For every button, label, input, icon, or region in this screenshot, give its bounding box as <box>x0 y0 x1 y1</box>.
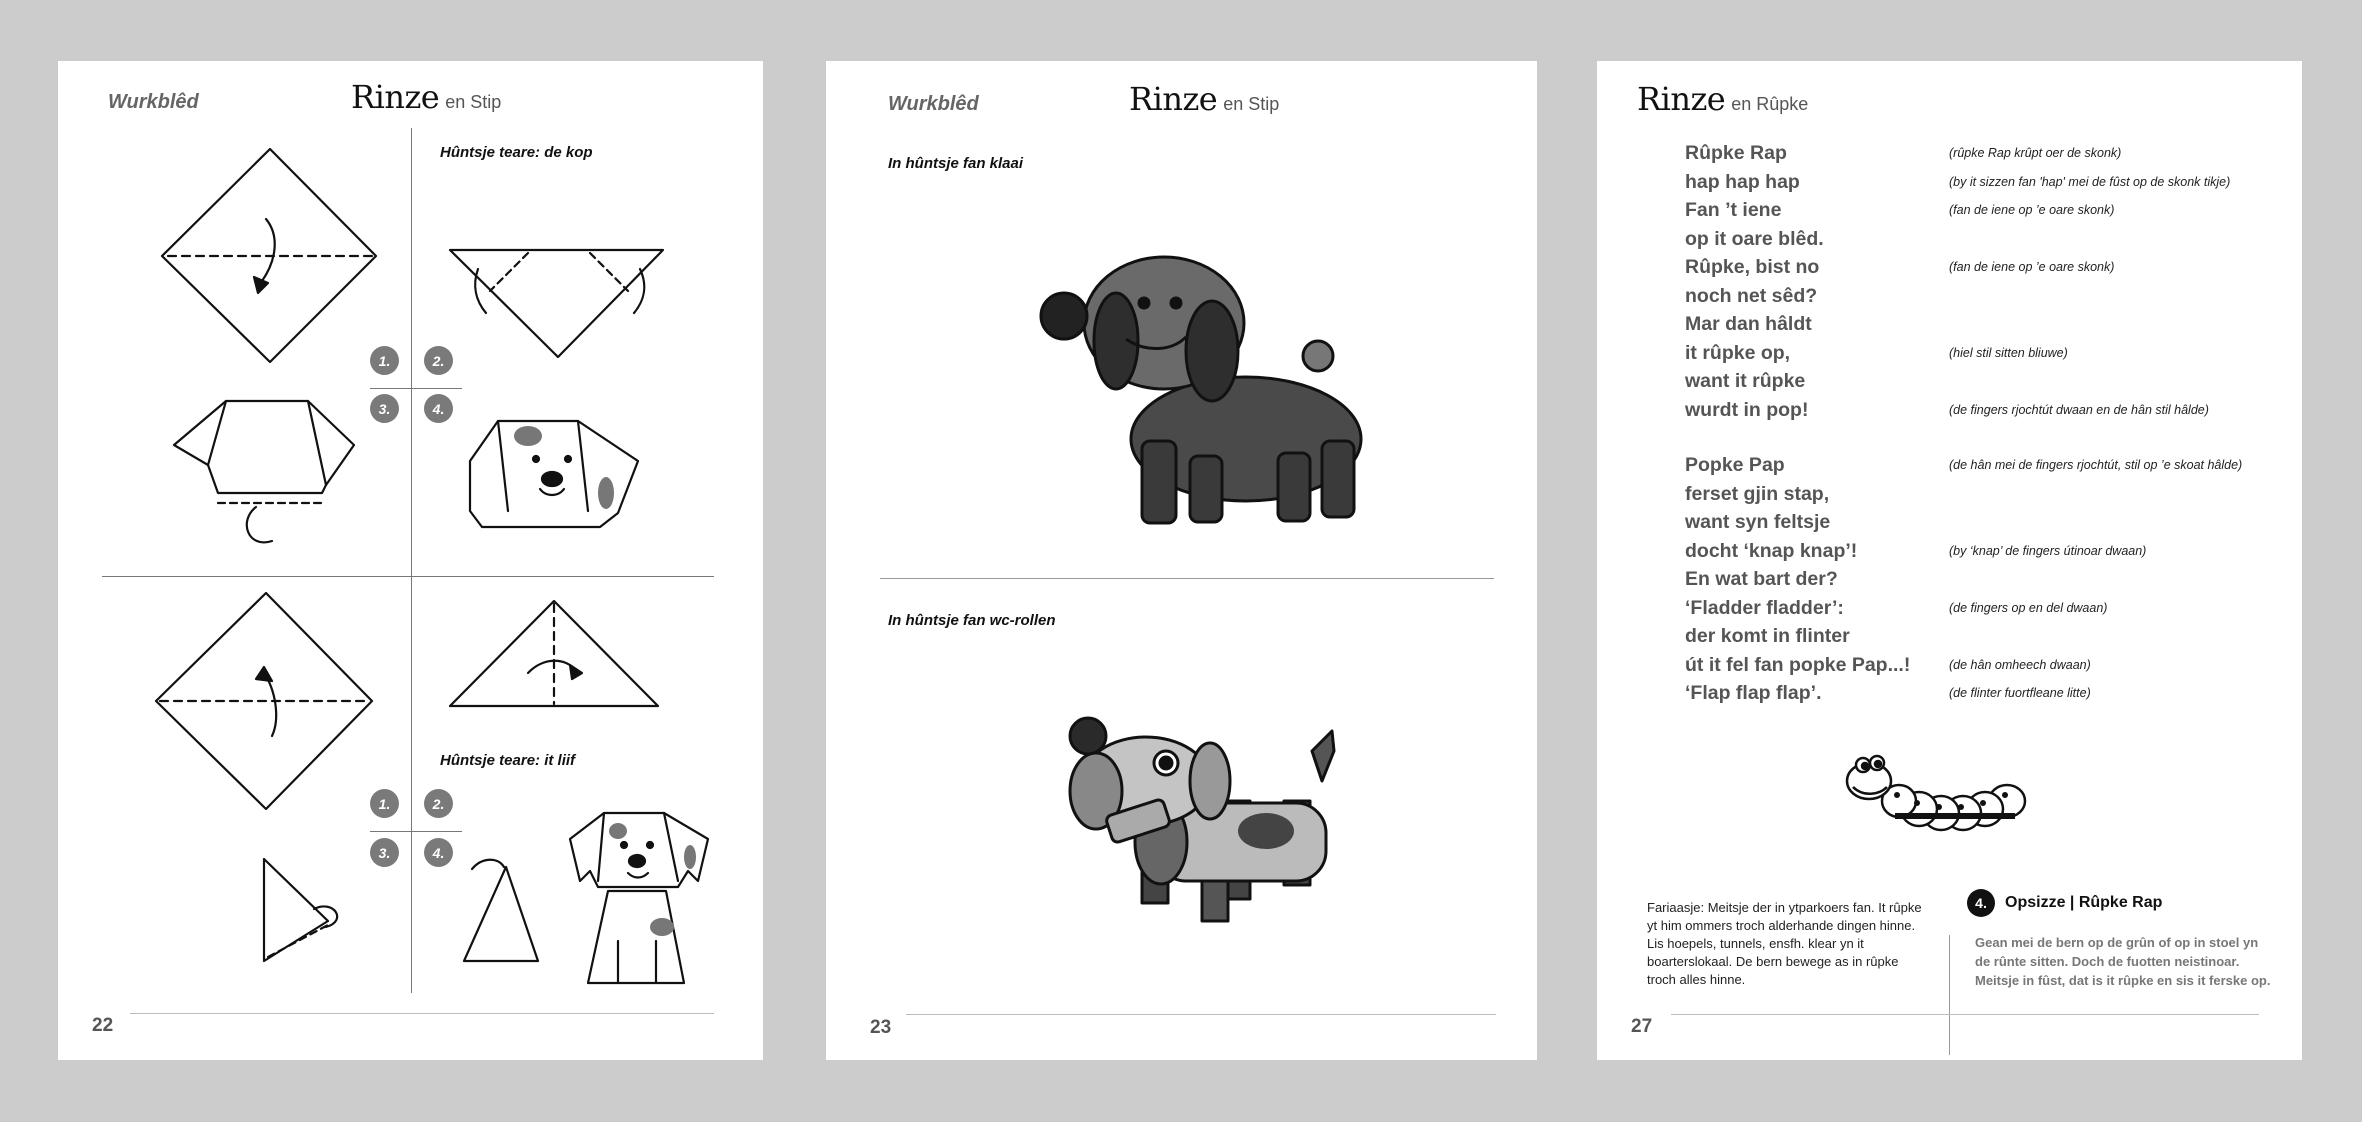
fold-step-triangle-body <box>450 601 658 706</box>
stage-direction: (fan de iene op ’e oare skonk) <box>1949 260 2115 274</box>
step-badge-2: 2. <box>424 789 453 818</box>
fold-step-small-triangle <box>264 859 337 961</box>
column-divider <box>1949 935 1950 1055</box>
activity-heading <box>1967 889 2162 917</box>
step-badge-4: 4. <box>424 838 453 867</box>
toilet-roll-dog-illustration <box>826 61 1537 1060</box>
poem-line: ‘Flap flap flap’. <box>1685 682 1822 704</box>
worksheet-page-22 <box>58 61 763 1060</box>
curved-arrow-icon <box>264 673 276 736</box>
section-heading-head: Hûntsje teare: de kop <box>440 144 593 161</box>
logo-text: Rinze <box>351 78 440 116</box>
logo-text: Rinze <box>1129 80 1218 118</box>
poem-line: want syn feltsje <box>1685 511 1831 533</box>
stage-direction: (fan de iene op ’e oare skonk) <box>1949 203 2115 217</box>
activity-instructions: Gean mei de bern op de grûn of op in stoel yn de rûnte sitten. Doch de fuotten neistinoar. Meitsje in fûst, dat is it rûpke en sis it ferske op. <box>1975 935 2271 988</box>
poem-line: ‘Fladder fladder’: <box>1685 596 1844 619</box>
poem-line: Rûpke Rap <box>1685 142 1787 164</box>
poem-line: der komt in flinter <box>1685 625 1850 647</box>
fold-step-ears-head <box>174 401 354 542</box>
step-badge-3: 3. <box>370 394 399 423</box>
poem-line: Mar dan hâldt <box>1685 313 1812 335</box>
stage-direction: (de hân mei de fingers rjochtút, stil op ’e skoat hâlde) <box>1949 458 2243 472</box>
activity-title: Opsizze | Rûpke Rap <box>2005 894 2163 911</box>
logo-subtitle: en Rûpke <box>1731 94 1809 114</box>
curved-arrow-icon <box>247 507 272 542</box>
activity-number-badge: 4. <box>1967 889 1995 917</box>
fold-step-diamond-body <box>156 593 372 809</box>
poem-line: ferset gjin stap, <box>1685 482 1830 505</box>
stage-direction: (by ‘knap’ de fingers útinoar dwaan) <box>1949 543 2147 558</box>
stage-direction: (by it sizzen fan 'hap' mei de fûst op de skonk tikje) <box>1949 174 2231 189</box>
stage-direction: (de fingers rjochtút dwaan en de hân stil hâlde) <box>1949 402 2209 417</box>
fold-step-diamond-head <box>162 149 376 362</box>
stage-direction: (rûpke Rap krûpt oer de skonk) <box>1949 146 2122 160</box>
dog-face-illustration <box>470 421 638 527</box>
curved-arrow-icon <box>475 269 486 313</box>
curved-arrow-icon <box>472 860 504 869</box>
worksheet-page-23 <box>826 61 1537 1060</box>
stage-direction: (de hân omheech dwaan) <box>1949 657 2091 672</box>
fold-step-tall-triangle <box>464 860 538 961</box>
poem-line: docht ‘knap knap’! <box>1685 539 1858 562</box>
poem-line: Fan ’t iene <box>1685 199 1782 221</box>
poem-line: En wat bart der? <box>1685 568 1838 590</box>
header-label: Wurkblêd <box>108 91 199 113</box>
poem-line: wurdt in pop! <box>1685 398 1809 421</box>
poem-line: op it oare blêd. <box>1685 227 1824 250</box>
poem-line: hap hap hap <box>1685 170 1800 193</box>
poem-line: it rûpke op, <box>1685 341 1791 364</box>
page-number: 23 <box>870 1017 892 1038</box>
step-badge-1: 1. <box>370 789 399 818</box>
footer-rule <box>906 1014 1496 1015</box>
section-heading-rolls: In hûntsje fan wc-rollen <box>888 612 1056 629</box>
logo-subtitle: en Stip <box>445 92 502 112</box>
poem-line: noch net sêd? <box>1685 284 1818 307</box>
section-heading-body: Hûntsje teare: it liif <box>440 752 576 769</box>
section-heading-clay: In hûntsje fan klaai <box>888 155 1024 172</box>
poem-line: Popke Pap <box>1685 454 1785 476</box>
page-number: 27 <box>1631 1016 1653 1037</box>
logo-subtitle: en Stip <box>1223 94 1280 114</box>
worksheet-page-27 <box>1597 61 2302 1060</box>
page-number: 22 <box>92 1015 114 1036</box>
poem-line: want it rûpke <box>1685 370 1806 392</box>
stage-direction: (hiel stil sitten bliuwe) <box>1949 345 2068 360</box>
step-badge-4: 4. <box>424 394 453 423</box>
sitting-dog-illustration <box>570 813 708 983</box>
stage-direction: (de fingers op en del dwaan) <box>1949 600 2108 615</box>
poem-line: Rûpke, bist no <box>1685 256 1820 278</box>
stage-direction: (de flinter fuortfleane litte) <box>1949 686 2091 700</box>
curved-arrow-icon <box>528 661 576 673</box>
step-badge-3: 3. <box>370 838 399 867</box>
logo-text: Rinze <box>1637 80 1726 118</box>
header-label: Wurkblêd <box>888 93 979 115</box>
footer-rule <box>1671 1014 2259 1015</box>
footer-rule <box>130 1013 714 1014</box>
curved-arrow-icon <box>262 219 275 281</box>
fold-step-triangle-head <box>450 250 663 357</box>
origami-diagrams <box>58 61 763 1060</box>
step-badge-1: 1. <box>370 346 399 375</box>
variation-text: Fariaasje: Meitsje der in ytparkoers fan. It rûpke yt him ommers troch alderhande dingen hinne. Lis hoepels, tunnels, ensfh. klear yn it boarterslokaal. De bern bewege as in rûpke troch alles hinne. <box>1647 900 1922 987</box>
poem-line: út it fel fan popke Pap...! <box>1685 653 1911 676</box>
step-badge-2: 2. <box>424 346 453 375</box>
